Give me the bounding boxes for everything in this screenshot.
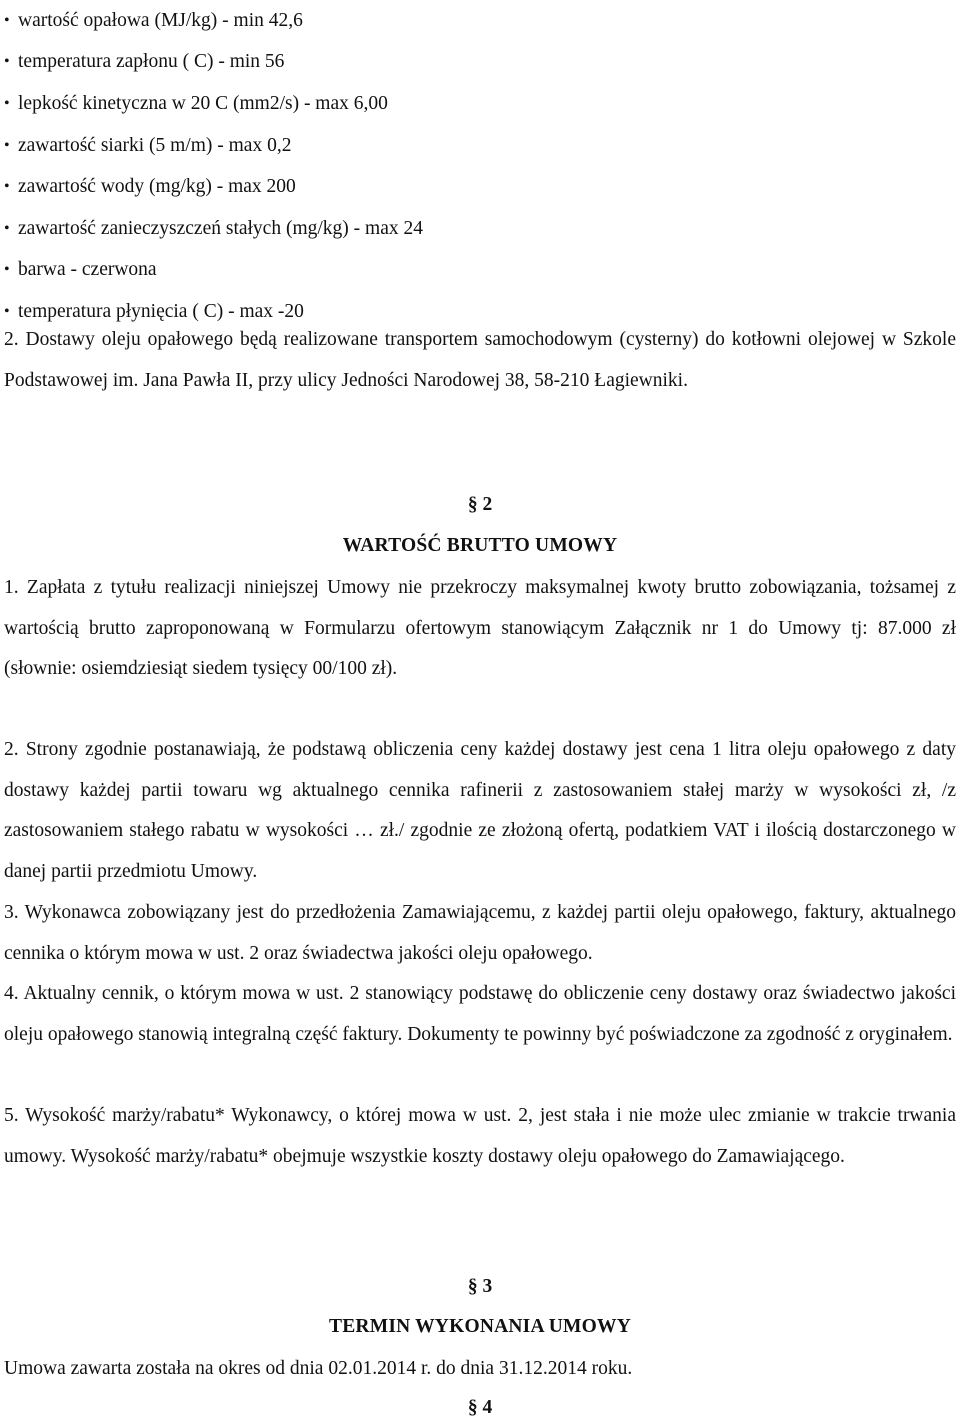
bullet-icon: • (4, 178, 10, 196)
section-3-title: TERMIN WYKONANIA UMOWY (329, 1316, 631, 1337)
list-item: • zawartość siarki (5 m/m) - max 0,2 (4, 125, 423, 167)
section-4-number: § 4 (467, 1397, 493, 1418)
bullet-icon: • (4, 11, 10, 29)
bullet-icon: • (4, 219, 10, 237)
section-3-text: Umowa zawarta została na okres od dnia 02.01.2014 r. do dnia 31.12.2014 roku. (4, 1358, 633, 1379)
section-2-title: WARTOŚĆ BRUTTO UMOWY (342, 535, 618, 556)
delivery-paragraph: 2. Dostawy oleju opałowego będą realizowane transportem samochodowym (cysterny) do kotłowni olejowej w Szkole Podstawowej im. Jana Pawła II, przy ulicy Jedności Narodowej 38, 58-210 Łagiewniki. (4, 329, 956, 391)
bullet-icon: • (4, 94, 10, 112)
list-item: • temperatura zapłonu ( C) - min 56 (4, 42, 423, 84)
section-2-paragraph-2: 2. Strony zgodnie postanawiają, że podstawą obliczenia ceny każdej dostawy jest cena 1 litra oleju opałowego z daty dostawy każdej partii towaru wg aktualnego cennika rafinerii z zastosowaniem stałej marży w wysokości zł, /z zastosowaniem stałego rabatu w wysokości … zł./ zgodnie ze złożoną ofertą, podatkiem VAT i ilością dostarczonego w danej partii przedmiotu Umowy. (4, 739, 956, 882)
bullet-icon: • (4, 136, 10, 154)
section-2-paragraph-5: 5. Wysokość marży/rabatu* Wykonawcy, o której mowa w ust. 2, jest stała i nie może ulec zmianie w trakcie trwania umowy. Wysokość marży/rabatu* obejmuje wszystkie koszty dostawy oleju opałowego do Zamawiającego. (4, 1105, 956, 1167)
list-item: • temperatura płynięcia ( C) - max -20 (4, 291, 423, 333)
section-2-number: § 2 (467, 494, 493, 515)
fuel-parameters-list (4, 0, 423, 333)
list-item: • zawartość zanieczyszczeń stałych (mg/kg) - max 24 (4, 208, 423, 250)
section-2-paragraph-3: 3. Wykonawca zobowiązany jest do przedłożenia Zamawiającemu, z każdej partii oleju opałowego, faktury, aktualnego cennika o którym mowa w ust. 2 oraz świadectwa jakości oleju opałowego. (4, 902, 956, 964)
list-item: • wartość opałowa (MJ/kg) - min 42,6 (4, 0, 423, 42)
list-item: • zawartość wody (mg/kg) - max 200 (4, 166, 423, 208)
bullet-icon: • (4, 261, 10, 279)
section-2-paragraph-1: 1. Zapłata z tytułu realizacji niniejszej Umowy nie przekroczy maksymalnej kwoty brutto zobowiązania, tożsamej z wartością brutto zaproponowaną w Formularzu ofertowym stanowiącym Załącznik nr 1 do Umowy tj: 87.000 zł (słownie: osiemdziesiąt siedem tysięcy 00/100 zł). (4, 577, 956, 679)
list-item: • lepkość kinetyczna w 20 C (mm2/s) - max 6,00 (4, 83, 423, 125)
bullet-icon: • (4, 53, 10, 71)
section-3-number: § 3 (467, 1276, 493, 1297)
bullet-icon: • (4, 302, 10, 320)
list-item: • barwa - czerwona (4, 250, 423, 292)
section-2-paragraph-4: 4. Aktualny cennik, o którym mowa w ust. 2 stanowiący podstawę do obliczenie ceny dostawy oraz świadectwo jakości oleju opałowego stanowią integralną część faktury. Dokumenty te powinny być poświadczone za zgodność z oryginałem. (4, 983, 956, 1045)
